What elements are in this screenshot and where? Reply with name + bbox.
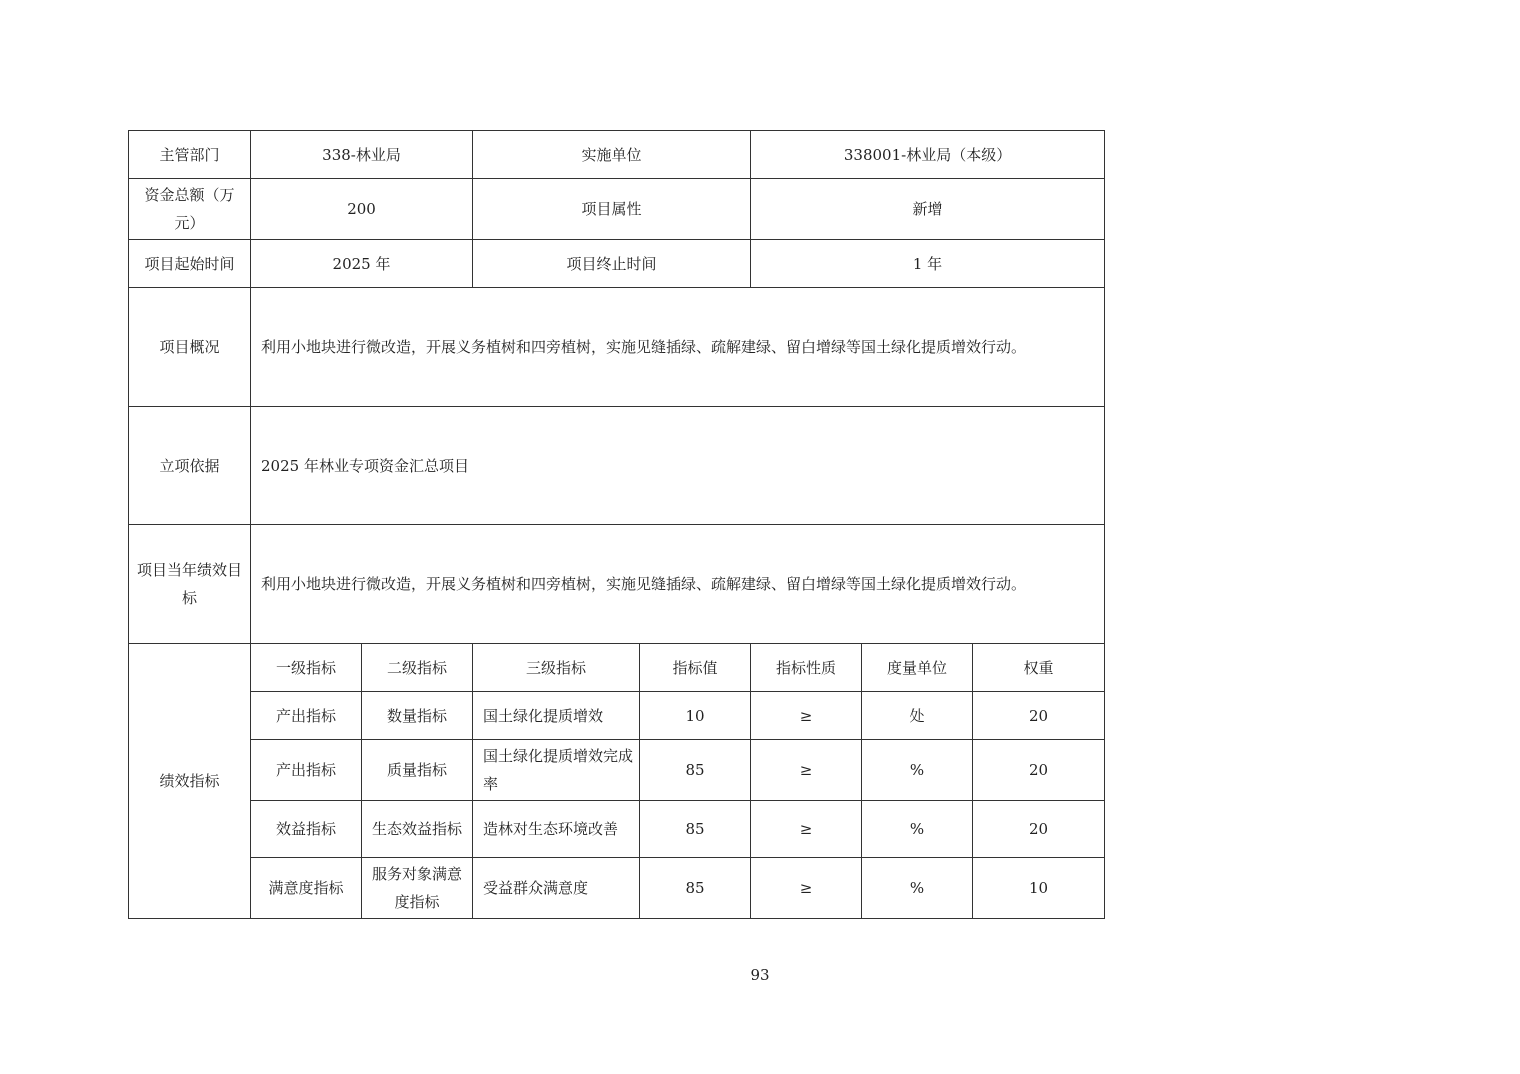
row-weight: 20 [973, 692, 1105, 740]
basis-label: 立项依据 [129, 407, 251, 525]
attr-label: 项目属性 [473, 179, 751, 240]
dept-value: 338-林业局 [251, 131, 473, 179]
row-unit: % [862, 740, 973, 801]
row-nature: ≥ [751, 858, 862, 919]
indicator-row [129, 858, 1105, 919]
overview-text: 利用小地块进行微改造，开展义务植树和四旁植树，实施见缝插绿、疏解建绿、留白增绿等国土绿化提质增效行动。 [251, 288, 1105, 407]
header-nature: 指标性质 [751, 644, 862, 692]
attr-value: 新增 [751, 179, 1105, 240]
indicator-row [129, 692, 1105, 740]
indicator-header-row [129, 644, 1105, 692]
indicator-row [129, 801, 1105, 858]
row-level1: 效益指标 [251, 801, 362, 858]
row-funds [129, 179, 1105, 240]
row-value: 85 [640, 801, 751, 858]
row-level3: 国土绿化提质增效完成率 [473, 740, 640, 801]
row-value: 85 [640, 740, 751, 801]
row-level3: 造林对生态环境改善 [473, 801, 640, 858]
basis-text: 2025 年林业专项资金汇总项目 [251, 407, 1105, 525]
row-level1: 产出指标 [251, 740, 362, 801]
row-level2: 服务对象满意度指标 [362, 858, 473, 919]
row-unit: % [862, 801, 973, 858]
goal-label: 项目当年绩效目标 [129, 525, 251, 644]
end-value: 1 年 [751, 240, 1105, 288]
row-level2: 质量指标 [362, 740, 473, 801]
row-level3: 受益群众满意度 [473, 858, 640, 919]
header-level3: 三级指标 [473, 644, 640, 692]
header-unit: 度量单位 [862, 644, 973, 692]
row-nature: ≥ [751, 740, 862, 801]
row-weight: 20 [973, 740, 1105, 801]
row-value: 10 [640, 692, 751, 740]
row-weight: 20 [973, 801, 1105, 858]
performance-target-table [128, 130, 1105, 919]
row-unit: % [862, 858, 973, 919]
dept-label: 主管部门 [129, 131, 251, 179]
row-department [129, 131, 1105, 179]
indicator-row [129, 740, 1105, 801]
row-overview [129, 288, 1105, 407]
page-number: 93 [750, 966, 770, 984]
row-period [129, 240, 1105, 288]
start-label: 项目起始时间 [129, 240, 251, 288]
row-weight: 10 [973, 858, 1105, 919]
row-nature: ≥ [751, 692, 862, 740]
fund-label: 资金总额（万元） [129, 179, 251, 240]
row-level2: 生态效益指标 [362, 801, 473, 858]
row-unit: 处 [862, 692, 973, 740]
row-level1: 产出指标 [251, 692, 362, 740]
row-goal [129, 525, 1105, 644]
row-level1: 满意度指标 [251, 858, 362, 919]
header-weight: 权重 [973, 644, 1105, 692]
indicators-label: 绩效指标 [129, 644, 251, 919]
fund-value: 200 [251, 179, 473, 240]
row-level3: 国土绿化提质增效 [473, 692, 640, 740]
overview-label: 项目概况 [129, 288, 251, 407]
row-nature: ≥ [751, 801, 862, 858]
start-value: 2025 年 [251, 240, 473, 288]
goal-text: 利用小地块进行微改造，开展义务植树和四旁植树，实施见缝插绿、疏解建绿、留白增绿等国土绿化提质增效行动。 [251, 525, 1105, 644]
unit-label: 实施单位 [473, 131, 751, 179]
row-level2: 数量指标 [362, 692, 473, 740]
header-value: 指标值 [640, 644, 751, 692]
row-basis [129, 407, 1105, 525]
end-label: 项目终止时间 [473, 240, 751, 288]
header-level2: 二级指标 [362, 644, 473, 692]
header-level1: 一级指标 [251, 644, 362, 692]
unit-value: 338001-林业局（本级） [751, 131, 1105, 179]
row-value: 85 [640, 858, 751, 919]
